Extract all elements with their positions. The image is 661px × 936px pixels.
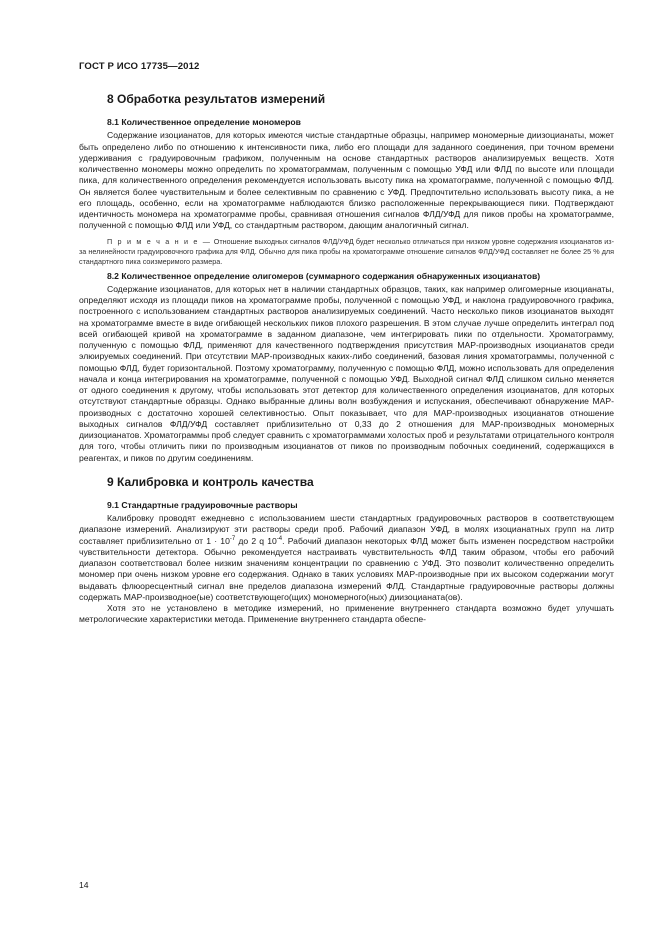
p1-part-a: Калибровку проводят ежедневно с использованием шести стандартных градуировочных растворов в соответствующем диапазоне измерений. Анализируют эти растворы среди проб. Рабочий диапазон УФД, в молях изоцианатных групп на литр составляет приблизительно от 1 · 10: [79, 513, 614, 546]
document-body: [79, 91, 614, 626]
subsection-8-1-heading: 8.1 Количественное определение мономеров: [107, 117, 301, 127]
section-9-heading: 9 Калибровка и контроль качества: [107, 474, 314, 489]
subsection-9-1-heading: 9.1 Стандартные градуировочные растворы: [107, 499, 298, 510]
p1-part-b: до 2 q 10: [235, 535, 277, 546]
subsection-9-1-paragraph-1: [79, 513, 614, 603]
subsection-8-2-paragraph: Содержание изоцианатов, для которых нет в наличии стандартных образцов, таких, как например олигомерные изоцианаты, определяют исходя из площади пиков на хроматограмме пробы, полученной с помощью УФД, и наклона градуировочного графика, построенного с использованием стандартных растворов анализируемых соединений. Часто несколько пиков изоцианатов выходят на хроматограмме вместе в виде огибающей нескольких пиков плохого разрешения. В этом случае лучше определить интеграл под всей огибающей кривой на хроматограмме в заданном диапазоне, чем интегрировать пики по отдельности. Хроматограмму, полученную с помощью ФЛД, применяют для качественного подтверждения присутствия МАР-производных изоцианатов среди элюируемых соединений. При отсутствии МАР-производных каких-либо соединений, базовая линия хроматограммы, полученной с помощью ФЛД, будет горизонтальной. Поэтому хроматограмму, полученную с помощью ФЛД, можно использовать для определения начала и конца интегрирования на хроматограмме, полученной с помощью УФД. Выходной сигнал ФЛД слишком сильно меняется от одного соединения к другому, чтобы использовать этот детектор для количественного определения изоцианатов, для которых отсутствуют стандартные образцы. Однако выбранные длины волн возбуждения и испускания, обеспечивают обнаружение МАР-производных с достаточно хорошей селективностью. Опыт показывает, что для МАР-производных изоцианатов отношение выходных сигналов ФЛД/УФД составляет приблизительно от 0,33 до 2 отношения для МАР-производных мономерных диизоцианатов. Хроматограммы проб следует сравнить с хроматограммами холостых проб и результатами отрицательного контроля для того, чтобы отличить пики по производным изоцианатов от пиков по производным побочных соединений, содержащихся в реагентах, и пиков по другим соединениям.: [79, 283, 614, 463]
subsection-8-1-paragraph: Содержание изоцианатов, для которых имеются чистые стандартные образцы, например мономерные диизоцианаты, может быть определено либо по отношению к интенсивности пика, либо его площади для заданного соединения, при точном времени удерживания с градуировочным графиком, полученным на основе стандартных растворов анализируемых веществ. Хотя количественно мономеры можно определить по хроматограммам, полученным с помощью УФД или ФЛД по высоте или площади пика, для количественного определения рекомендуется использовать высоту пика на хроматограмме, полученной с помощью ФЛД. Он является более чувствительным и более селективным по сравнению с УФД. Предпочтительно использовать высоту пика, а не его площадь, особенно, если на хроматограмме наблюдаются близко расположенные перекрывающиеся пики. Подтверждают идентичность мономера на хроматограмме пробы, сравнивая отношения сигналов ФЛД/УФД для пиков пробы на хроматограмме, полученной с помощью ФЛД или УФД, со стандартным раствором, дающим аналогичный сигнал.: [79, 130, 614, 231]
document-header: ГОСТ Р ИСО 17735—2012: [79, 61, 200, 72]
exponent-2: -4: [276, 535, 283, 542]
section-8-heading: 8 Обработка результатов измерений: [107, 92, 326, 106]
note-label: П р и м е ч а н и е —: [107, 236, 212, 246]
exponent-1: -7: [229, 535, 236, 542]
note-text: Отношение выходных сигналов ФЛД/УФД будет несколько отличаться при низком уровне содержания изоцианатов из-за нелинейности градуировочного графика для ФЛД. Обычно для пика пробы на хроматограмме отношение сигналов ФЛД/УФД составляет не более 25 % для стандартного пика соизмеримого размера.: [79, 236, 614, 266]
p1-part-c: . Рабочий диапазон некоторых ФЛД может быть изменен посредством настройки чувствительности детектора. Обычно рекомендуется настраивать чувствительность ФЛД таким образом, чтобы его рабочий диапазон соответствовал более низким значениям концентрации по сравнению с УФД. Это позволит количественно определить мономер при очень низком уровне его содержания. Однако в таких условиях МАР-производные при их высоком содержании могут выдавать флюоресцентный сигнал вне пределов диапазона измерений ФЛД. Стандартные градуировочные растворы должны содержать МАР-производное(ые) соответствующего(щих) мономерного(ных) диизоцианата(ов).: [79, 535, 614, 602]
subsection-9-1-paragraph-2: Хотя это не установлено в методике измерений, но применение внутреннего стандарта возможно будет улучшать метрологические характеристики метода. Применение внутреннего стандарта обеспе-: [79, 603, 614, 625]
page-number: 14: [79, 880, 89, 890]
note-8-1: [79, 237, 614, 267]
subsection-8-2-heading: 8.2 Количественное определение олигомеров (суммарного содержания обнаруженных изоцианатов): [107, 270, 541, 281]
